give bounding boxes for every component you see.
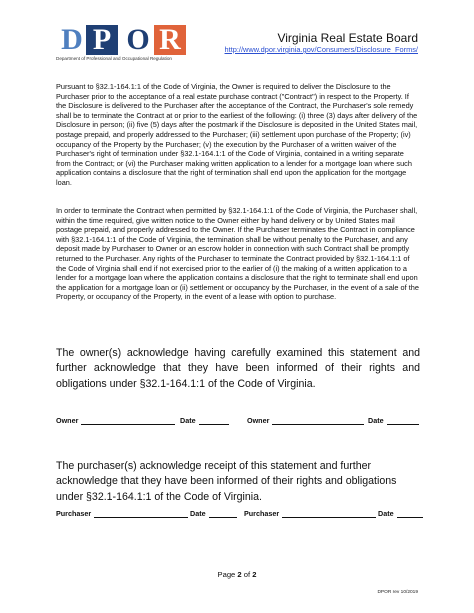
owner-signature-1[interactable] [56,416,175,425]
date-label: Date [368,416,384,425]
logo-letter-p: P [86,25,118,55]
disclosure-paragraph-1: Pursuant to §32.1-164.1:1 of the Code of Virginia, the Owner is required to deliver the Disclosure to the Purchaser prior to the acceptance of a real estate purchase contract ("Contract") in respect to the Property. If the Disclosure is delivered to the Purchaser after the acceptance of the Contract, the Purchaser's sole remedy shall be to terminate the Contract at or prior to the earliest of the following: (i) three (3) days after delivery of the Disclosure in person; (ii) five (5) days after the postmark if the Disclosure is deposited in the United States mail, postage prepaid, and properly addressed to the Purchaser; (iii) settlement upon purchase of the Property; (iv) occupancy of the Property by the Purchaser; (v) the execution by the Purchaser of a written waiver of the Purchaser's right of termination under §32.1-164.1:1 of the Code of Virginia, contained in a writing separate from the Contract; or (vi) the Purchaser making written application to a lender for a mortgage loan where such application contains a disclosure that the right of termination shall end upon the application for the mortgage loan. [56,82,418,187]
date-line[interactable] [209,509,237,518]
purchaser-signature-line[interactable] [94,509,188,518]
logo-subtitle: Department of Professional and Occupational Regulation [56,56,172,61]
board-title: Virginia Real Estate Board [277,31,418,45]
owner-date-2[interactable] [368,416,419,425]
page-total: 2 [252,570,257,579]
purchaser-date-1[interactable] [190,509,237,518]
date-label: Date [180,416,196,425]
date-label: Date [378,509,394,518]
dpor-logo [56,25,188,63]
purchaser-signature-row [56,509,420,521]
disclosure-paragraph-2: In order to terminate the Contract when permitted by §32.1-164.1:1 of the Code of Virginia, the Purchaser shall, within the time required, give written notice to the Owner either by hand delivery or by United States mail postage prepaid, and properly addressed to the Owner. If the Purchaser terminates the Contract in compliance with §32.1-164.1:1 of the Code of Virginia, the termination shall be without penalty to the Purchaser, and any deposit made by Purchaser to Owner or an escrow holder in connection with such Contract shall be promptly returned to the Purchaser. Any rights of the Purchaser to terminate the Contract provided by §32.1-164.1:1 of the Code of Virginia shall end if not exercised prior to the earlier of (i) the making of a written application to a lender for a mortgage loan where the application contains a disclosure that the right to terminate shall end upon the application for a mortgage loan or (ii) settlement or occupancy by the Purchaser, in the event of a sale of the Property, or occupancy of the Property, in the event of a lease with option to purchase. [56,206,419,302]
page-current: 2 [237,570,242,579]
owner-signature-row [56,416,420,428]
page-of: of [243,570,251,579]
owner-signature-2[interactable] [247,416,364,425]
purchaser-date-2[interactable] [378,509,423,518]
date-line[interactable] [387,416,419,425]
owner-signature-line[interactable] [272,416,364,425]
revision-note: DPOR rev 10/2019 [377,590,418,595]
purchaser-label: Purchaser [56,509,92,518]
date-line[interactable] [397,509,423,518]
purchaser-signature-2[interactable] [244,509,376,518]
page-prefix: Page [217,570,236,579]
date-label: Date [190,509,206,518]
owner-signature-line[interactable] [81,416,175,425]
owner-acknowledgment: The owner(s) acknowledge having carefully examined this statement and further acknowledge that they have been informed of their rights and obligations under §32.1-164.1:1 of the Code of Virginia. [56,347,420,390]
purchaser-signature-1[interactable] [56,509,188,518]
purchaser-label: Purchaser [244,509,280,518]
logo-letter-r: R [154,25,186,55]
date-line[interactable] [199,416,229,425]
disclosure-forms-link[interactable]: http://www.dpor.virginia.gov/Consumers/Disclosure_Forms/ [224,45,418,54]
owner-label: Owner [56,416,79,425]
logo-letter-o: O [126,23,150,56]
owner-label: Owner [247,416,270,425]
purchaser-signature-line[interactable] [282,509,376,518]
owner-date-1[interactable] [180,416,229,425]
page-number [0,570,474,579]
purchaser-acknowledgment: The purchaser(s) acknowledge receipt of this statement and further acknowledge that they have been informed of their rights and obligations under §32.1-164.1:1 of the Code of Virginia. [56,460,397,503]
logo-letter-d: D [61,23,83,56]
